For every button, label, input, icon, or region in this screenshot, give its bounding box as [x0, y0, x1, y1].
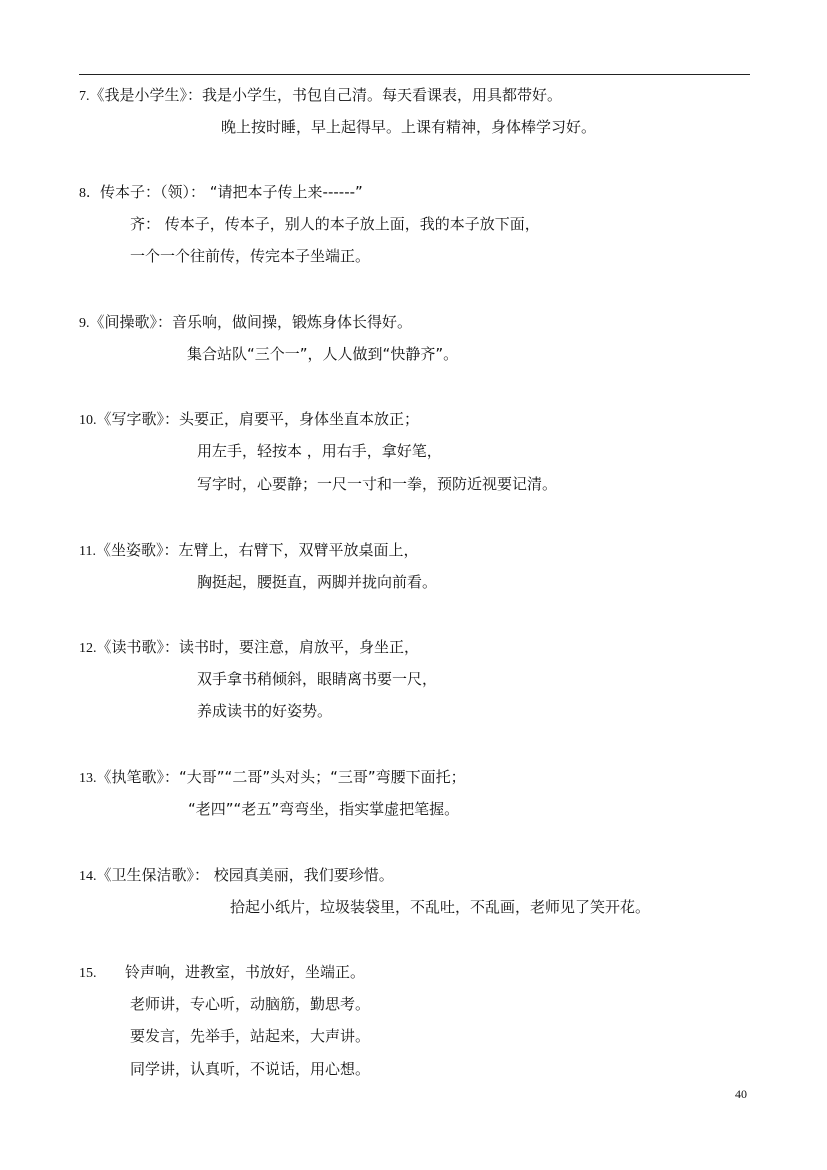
section-number: 12. — [79, 641, 97, 656]
section-13-line-1: 13.《执笔歌》：“大哥”“二哥”头对头；“三哥”弯腰下面托； — [79, 768, 466, 786]
section-10-line-3: 写字时，心要静；一尺一寸和一拳，预防近视要记清。 — [197, 475, 558, 493]
section-12-line-2: 双手拿书稍倾斜，眼睛离书要一尺， — [197, 670, 438, 688]
section-11-line-1: 11.《坐姿歌》：左臂上，右臂下，双臂平放桌面上， — [79, 541, 419, 559]
header-rule — [79, 74, 750, 75]
section-15-number: 15. — [79, 966, 97, 981]
page-number: 40 — [735, 1087, 747, 1101]
section-15-line-4: 同学讲，认真听，不说话，用心想。 — [130, 1060, 371, 1078]
section-7-line-2: 晚上按时睡，早上起得早。上课有精神，身体棒学习好。 — [221, 118, 597, 136]
section-10-line-2: 用左手，轻按本 ，用右手，拿好笔， — [197, 442, 442, 460]
section-12-line-3: 养成读书的好姿势。 — [197, 702, 333, 720]
section-13-line-2: “老四”“老五”弯弯坐，指实掌虚把笔握。 — [188, 800, 460, 818]
section-7-line-1: 7.《我是小学生》：我是小学生，书包自己清。每天看课表，用具都带好。 — [79, 86, 563, 104]
section-8-line-3: 一个一个往前传，传完本子坐端正。 — [130, 247, 371, 265]
section-14-line-2: 拾起小纸片，垃圾装袋里，不乱吐，不乱画，老师见了笑开花。 — [230, 898, 651, 916]
section-11-line-2: 胸挺起，腰挺直，两脚并拢向前看。 — [197, 573, 438, 591]
section-10-line-1: 10.《写字歌》：头要正，肩要平，身体坐直本放正； — [79, 410, 420, 428]
section-number: 14. — [79, 869, 97, 884]
section-number: 7. — [79, 89, 90, 104]
section-15-line-2: 老师讲，专心听，动脑筋，勤思考。 — [130, 995, 371, 1013]
section-9-line-1: 9.《间操歌》：音乐响，做间操，锻炼身体长得好。 — [79, 313, 413, 331]
section-number: 9. — [79, 316, 90, 331]
section-number: 11. — [79, 544, 96, 559]
section-15-line-3: 要发言，先举手，站起来，大声讲。 — [130, 1027, 371, 1045]
section-8-line-1: 8．传本子：（领）： “请把本子传上来------” — [79, 183, 363, 201]
section-number: 10. — [79, 413, 97, 428]
section-15-line-1: 铃声响，进教室，书放好，坐端正。 — [125, 963, 366, 981]
section-number: 8． — [79, 186, 100, 201]
section-12-line-1: 12.《读书歌》：读书时，要注意，肩放平，身坐正， — [79, 638, 420, 656]
section-14-line-1: 14.《卫生保洁歌》： 校园真美丽，我们要珍惜。 — [79, 866, 394, 884]
section-9-line-2: 集合站队“三个一”，人人做到“快静齐”。 — [187, 345, 459, 363]
section-number: 13. — [79, 771, 97, 786]
section-8-line-2: 齐： 传本子，传本子，别人的本子放上面，我的本子放下面， — [130, 215, 540, 233]
